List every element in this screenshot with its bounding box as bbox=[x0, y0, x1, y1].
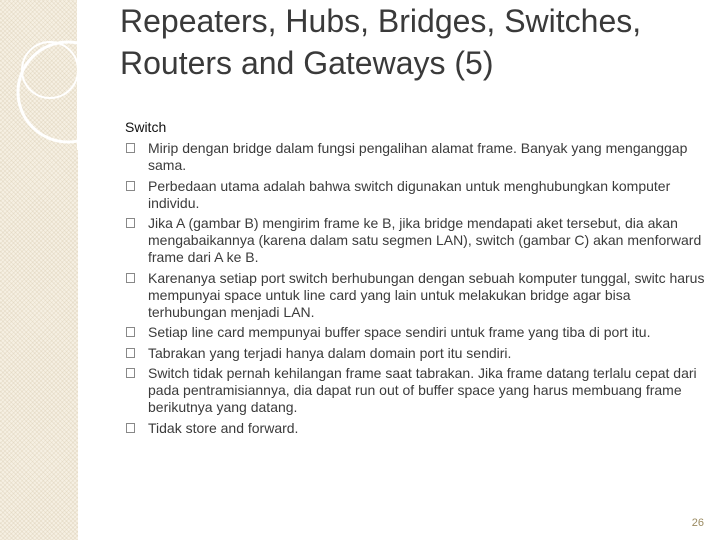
bullet-box-icon bbox=[126, 218, 135, 228]
bullet-text: Tidak store and forward. bbox=[148, 419, 299, 436]
bullet-text: Mirip dengan bridge dalam fungsi pengalihan alamat frame. Banyak yang menganggap sama. bbox=[148, 140, 688, 173]
bullet-box-icon bbox=[126, 327, 135, 337]
list-item bbox=[126, 140, 706, 174]
bullet-box-icon bbox=[126, 143, 135, 153]
bullet-box-icon bbox=[126, 368, 135, 378]
bullet-box-icon bbox=[126, 181, 135, 191]
list-item bbox=[126, 270, 706, 321]
decorative-circles bbox=[0, 0, 140, 160]
bullet-text: Perbedaan utama adalah bahwa switch digunakan untuk menghubungkan komputer individu. bbox=[148, 177, 671, 211]
list-item bbox=[126, 365, 706, 416]
bullet-list bbox=[126, 140, 706, 440]
slide-title bbox=[120, 0, 710, 84]
list-item bbox=[126, 345, 706, 362]
page-number: 26 bbox=[691, 517, 704, 529]
bullet-text: Setiap line card mempunyai buffer space sendiri untuk frame yang tiba di port itu. bbox=[148, 324, 651, 340]
list-item bbox=[126, 215, 706, 266]
bullet-text: Switch tidak pernah kehilangan frame saat tabrakan. Jika frame datang terlalu cepat dari pada pentramisiannya, dia dapat run out of buffer space yang harus membuang frame berikutnya yang datang. bbox=[148, 365, 697, 415]
bullet-text: Karenanya setiap port switch berhubungan dengan sebuah komputer tunggal, switc harus mempunyai space untuk line card yang lain untuk melakukan bridge agar bisa terhubungan menjadi LAN. bbox=[148, 269, 705, 320]
slide-subtitle: Switch bbox=[125, 119, 167, 135]
list-item bbox=[126, 324, 706, 341]
list-item bbox=[126, 420, 706, 437]
list-item bbox=[126, 178, 706, 212]
bullet-box-icon bbox=[126, 348, 135, 358]
bullet-text: Tabrakan yang terjadi hanya dalam domain port itu sendiri. bbox=[148, 344, 512, 361]
bullet-text: Jika A (gambar B) mengirim frame ke B, jika bridge mendapati aket tersebut, dia akan mengabaikannya (karena dalam satu segmen LAN), switch (gambar C) akan menforward frame dari A ke B. bbox=[148, 215, 702, 265]
bullet-box-icon bbox=[126, 273, 135, 283]
bullet-box-icon bbox=[126, 423, 135, 433]
slide-title-text: Repeaters, Hubs, Bridges, Switches, Routers and Gateways (5) bbox=[120, 3, 642, 81]
